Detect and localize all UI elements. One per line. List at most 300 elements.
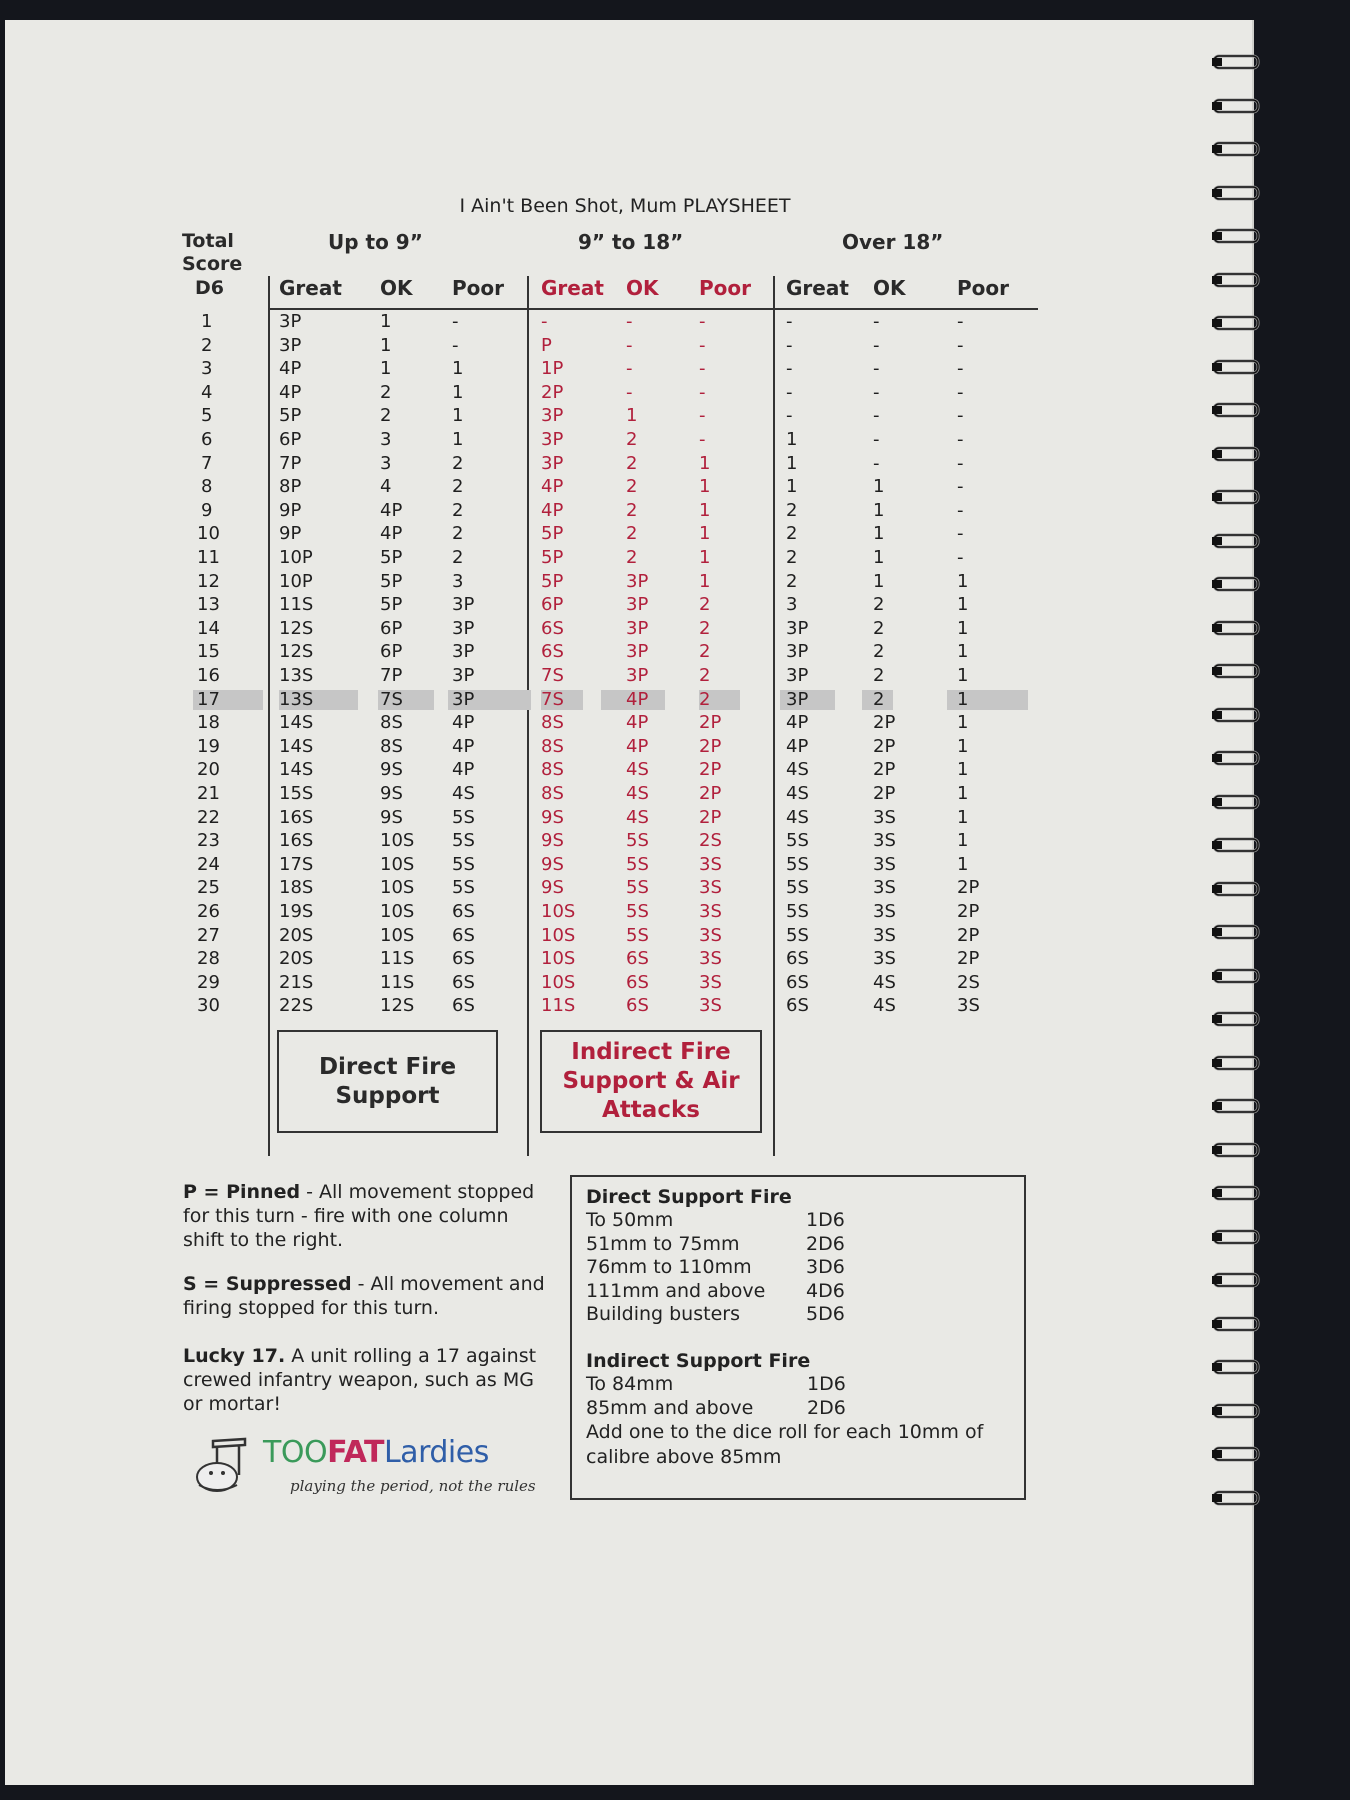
result-cell: 2P bbox=[873, 759, 896, 781]
result-cell: - bbox=[699, 381, 706, 403]
result-cell: 2 bbox=[786, 523, 798, 545]
result-cell: 5S bbox=[452, 830, 475, 852]
result-cell: - bbox=[699, 334, 706, 356]
result-cell: 5S bbox=[452, 806, 475, 828]
result-cell: - bbox=[873, 405, 880, 427]
score-cell: 19 bbox=[197, 735, 220, 757]
binding-coil bbox=[1212, 444, 1262, 466]
result-cell: 3 bbox=[380, 452, 392, 474]
binding-coil bbox=[1212, 487, 1262, 509]
result-cell: 6S bbox=[541, 617, 564, 639]
result-cell: 4P bbox=[626, 712, 649, 734]
score-cell: 22 bbox=[197, 806, 220, 828]
score-cell: 17 bbox=[197, 688, 220, 710]
score-cell: 6 bbox=[201, 429, 213, 450]
result-cell: 1 bbox=[957, 712, 969, 734]
result-cell: 3P bbox=[541, 429, 564, 450]
result-cell: 1 bbox=[786, 476, 798, 498]
result-cell: 6S bbox=[786, 971, 809, 993]
support-calibre: Building busters bbox=[586, 1303, 740, 1326]
result-cell: 2P bbox=[699, 735, 722, 757]
result-cell: 3S bbox=[957, 995, 980, 1017]
binding-coil bbox=[1212, 574, 1262, 596]
result-cell: 3 bbox=[786, 594, 798, 616]
result-cell: 2S bbox=[957, 971, 980, 993]
result-cell: 1 bbox=[452, 429, 464, 450]
header-range-mid: 9” to 18” bbox=[578, 230, 684, 254]
header-total: Total bbox=[182, 230, 234, 252]
result-cell: 2P bbox=[699, 712, 722, 734]
subheader-ok: OK bbox=[380, 276, 413, 300]
result-cell: 15S bbox=[279, 783, 314, 804]
result-cell: 4S bbox=[873, 971, 896, 993]
binding-coil bbox=[1212, 1227, 1262, 1249]
result-cell: 19S bbox=[279, 901, 314, 922]
binding-coil bbox=[1212, 661, 1262, 683]
result-cell: 1 bbox=[957, 853, 969, 875]
result-cell: 1 bbox=[699, 499, 711, 521]
result-cell: 6S bbox=[452, 901, 475, 922]
subheader-poor: Poor bbox=[452, 276, 505, 300]
result-cell: 3P bbox=[279, 311, 302, 332]
result-cell: 3P bbox=[541, 405, 564, 427]
result-cell: 1 bbox=[452, 381, 464, 403]
result-cell: 3P bbox=[626, 617, 649, 639]
result-cell: 5P bbox=[541, 523, 564, 545]
binding-coil bbox=[1212, 183, 1262, 205]
result-cell: 6S bbox=[452, 948, 475, 970]
result-cell: - bbox=[873, 381, 880, 403]
legend-pinned: P = Pinned - All movement stopped for this turn - fire with one column shift to the right. bbox=[183, 1181, 535, 1251]
result-cell: 11S bbox=[380, 971, 415, 993]
result-cell: 20S bbox=[279, 948, 314, 970]
result-cell: 21S bbox=[279, 971, 314, 993]
subheader-poor: Poor bbox=[957, 276, 1010, 300]
binding-coil bbox=[1212, 139, 1262, 161]
subheader-ok: OK bbox=[873, 276, 906, 300]
result-cell: 3S bbox=[873, 901, 896, 922]
result-cell: 6S bbox=[626, 995, 649, 1017]
result-cell: 4S bbox=[786, 759, 809, 781]
result-cell: - bbox=[957, 547, 964, 568]
result-cell: 7P bbox=[380, 665, 403, 686]
result-cell: 2 bbox=[626, 476, 638, 498]
result-cell: 8S bbox=[541, 759, 564, 781]
subheader-great: Great bbox=[786, 276, 849, 300]
score-cell: 16 bbox=[197, 665, 220, 686]
score-cell: 4 bbox=[201, 381, 213, 403]
result-cell: - bbox=[873, 358, 880, 380]
binding-coil bbox=[1212, 1096, 1262, 1118]
score-cell: 24 bbox=[197, 853, 220, 875]
binding-coil bbox=[1212, 270, 1262, 292]
result-cell: 2 bbox=[699, 665, 711, 686]
divider-mid bbox=[527, 276, 529, 1156]
header-d6: D6 bbox=[195, 277, 224, 299]
result-cell: 3S bbox=[873, 853, 896, 875]
result-cell: 17S bbox=[279, 853, 314, 875]
result-cell: - bbox=[957, 429, 964, 450]
result-cell: 6S bbox=[786, 948, 809, 970]
result-cell: 2 bbox=[873, 617, 885, 639]
too-fat-lardies-logo bbox=[193, 1435, 543, 1503]
result-cell: - bbox=[957, 476, 964, 498]
result-cell: - bbox=[873, 429, 880, 450]
result-cell: 6S bbox=[452, 924, 475, 946]
support-calibre: To 50mm bbox=[586, 1209, 674, 1231]
result-cell: 18S bbox=[279, 877, 314, 899]
result-cell: 4P bbox=[626, 735, 649, 757]
result-cell: 2 bbox=[699, 594, 711, 616]
result-cell: 1 bbox=[957, 617, 969, 639]
result-cell: 1 bbox=[786, 429, 798, 450]
result-cell: 1 bbox=[957, 641, 969, 663]
result-cell: 9S bbox=[380, 759, 403, 781]
result-cell: 4P bbox=[626, 688, 649, 710]
result-cell: 1 bbox=[873, 476, 885, 498]
result-cell: 9S bbox=[541, 806, 564, 828]
result-cell: 2 bbox=[699, 617, 711, 639]
result-cell: 1 bbox=[957, 665, 969, 686]
result-cell: 4P bbox=[279, 381, 302, 403]
result-cell: 4S bbox=[452, 783, 475, 804]
result-cell: - bbox=[873, 334, 880, 356]
score-cell: 13 bbox=[197, 594, 220, 616]
indirect-note-line-1: Add one to the dice roll for each 10mm of bbox=[586, 1421, 984, 1443]
result-cell: 1 bbox=[873, 499, 885, 521]
result-cell: 2 bbox=[873, 665, 885, 686]
result-cell: 2 bbox=[873, 688, 885, 710]
binding-coil bbox=[1212, 1444, 1262, 1466]
result-cell: 3P bbox=[279, 334, 302, 356]
result-cell: 11S bbox=[541, 995, 576, 1017]
result-cell: 3S bbox=[873, 806, 896, 828]
binding-coil bbox=[1212, 748, 1262, 770]
result-cell: 5S bbox=[626, 877, 649, 899]
result-cell: 5S bbox=[786, 901, 809, 922]
result-cell: 1 bbox=[957, 806, 969, 828]
result-cell: 1 bbox=[873, 523, 885, 545]
result-cell: 2 bbox=[626, 429, 638, 450]
result-cell: - bbox=[699, 429, 706, 450]
result-cell: 5P bbox=[380, 570, 403, 592]
result-cell: 2P bbox=[957, 924, 980, 946]
binding-coil bbox=[1212, 1357, 1262, 1379]
binding-coil bbox=[1212, 531, 1262, 553]
result-cell: 6P bbox=[541, 594, 564, 616]
result-cell: 2 bbox=[873, 641, 885, 663]
direct-support-title: Direct Support Fire bbox=[586, 1186, 792, 1208]
score-cell: 26 bbox=[197, 901, 220, 922]
score-cell: 18 bbox=[197, 712, 220, 734]
result-cell: 4S bbox=[626, 759, 649, 781]
result-cell: - bbox=[957, 311, 964, 332]
score-cell: 2 bbox=[201, 334, 213, 356]
result-cell: 4P bbox=[541, 476, 564, 498]
support-dice: 5D6 bbox=[806, 1303, 845, 1326]
result-cell: - bbox=[873, 311, 880, 332]
result-cell: 4P bbox=[786, 735, 809, 757]
support-dice: 2D6 bbox=[807, 1396, 846, 1419]
result-cell: 13S bbox=[279, 665, 314, 686]
result-cell: 2P bbox=[541, 381, 564, 403]
result-cell: - bbox=[957, 358, 964, 380]
result-cell: 1 bbox=[786, 452, 798, 474]
binding-coil bbox=[1212, 313, 1262, 335]
result-cell: 3S bbox=[873, 948, 896, 970]
score-cell: 27 bbox=[197, 924, 220, 946]
result-cell: 14S bbox=[279, 735, 314, 757]
indirect-support-title: Indirect Support Fire bbox=[586, 1350, 811, 1372]
header-range-short: Up to 9” bbox=[328, 230, 423, 254]
result-cell: 1 bbox=[380, 358, 392, 380]
result-cell: 5P bbox=[541, 547, 564, 568]
result-cell: 11S bbox=[380, 948, 415, 970]
result-cell: 4P bbox=[380, 499, 403, 521]
result-cell: - bbox=[786, 381, 793, 403]
result-cell: 3P bbox=[786, 641, 809, 663]
result-cell: 1 bbox=[452, 405, 464, 427]
result-cell: 4 bbox=[380, 476, 392, 498]
result-cell: 3 bbox=[380, 429, 392, 450]
result-cell: 3P bbox=[452, 617, 475, 639]
result-cell: 2P bbox=[699, 783, 722, 804]
result-cell: 3S bbox=[699, 971, 722, 993]
result-cell: 22S bbox=[279, 995, 314, 1017]
support-dice: 1D6 bbox=[807, 1373, 846, 1395]
result-cell: - bbox=[957, 523, 964, 545]
result-cell: 5P bbox=[380, 547, 403, 568]
result-cell: 2 bbox=[699, 688, 711, 710]
binding-coil bbox=[1212, 879, 1262, 901]
result-cell: 7P bbox=[279, 452, 302, 474]
result-cell: 4S bbox=[626, 806, 649, 828]
result-cell: 6S bbox=[541, 641, 564, 663]
result-cell: 4P bbox=[279, 358, 302, 380]
support-dice: 4D6 bbox=[806, 1279, 845, 1302]
result-cell: 4P bbox=[452, 735, 475, 757]
result-cell: - bbox=[699, 358, 706, 380]
indirect-fire-support-box: Indirect Fire Support & Air Attacks bbox=[540, 1030, 762, 1133]
legend-suppressed: S = Suppressed - All movement and firing stopped for this turn. bbox=[183, 1273, 545, 1319]
support-dice: 1D6 bbox=[806, 1209, 845, 1231]
result-cell: 2 bbox=[452, 547, 464, 568]
binding-coil bbox=[1212, 1488, 1262, 1510]
binding-coil bbox=[1212, 1009, 1262, 1031]
support-calibre: 111mm and above bbox=[586, 1279, 766, 1302]
binding-coil bbox=[1212, 1401, 1262, 1423]
result-cell: - bbox=[626, 334, 633, 356]
legend-lucky-17: Lucky 17. A unit rolling a 17 against crewed infantry weapon, such as MG or mortar! bbox=[183, 1345, 537, 1415]
result-cell: 2P bbox=[873, 783, 896, 804]
result-cell: 10S bbox=[541, 924, 576, 946]
result-cell: 2P bbox=[957, 948, 980, 970]
result-cell: 16S bbox=[279, 830, 314, 852]
score-cell: 12 bbox=[197, 570, 220, 592]
result-cell: 5S bbox=[786, 924, 809, 946]
result-cell: 1 bbox=[957, 594, 969, 616]
score-cell: 1 bbox=[201, 311, 213, 332]
result-cell: - bbox=[541, 311, 548, 332]
result-cell: 8S bbox=[541, 712, 564, 734]
result-cell: 20S bbox=[279, 924, 314, 946]
result-cell: 10S bbox=[541, 901, 576, 922]
binding-coil bbox=[1212, 922, 1262, 944]
result-cell: 13S bbox=[279, 688, 314, 710]
result-cell: 3S bbox=[699, 901, 722, 922]
result-cell: 8S bbox=[541, 783, 564, 804]
binding-coil bbox=[1212, 1053, 1262, 1075]
result-cell: 10S bbox=[380, 901, 415, 922]
result-cell: - bbox=[699, 311, 706, 332]
result-cell: 9S bbox=[541, 853, 564, 875]
binding-coil bbox=[1212, 1183, 1262, 1205]
result-cell: 2 bbox=[626, 547, 638, 568]
result-cell: 5P bbox=[380, 594, 403, 616]
result-cell: 1 bbox=[957, 570, 969, 592]
subheader-great: Great bbox=[541, 276, 604, 300]
result-cell: 14S bbox=[279, 759, 314, 781]
result-cell: 10S bbox=[541, 948, 576, 970]
result-cell: - bbox=[626, 381, 633, 403]
result-cell: 2 bbox=[699, 641, 711, 663]
subheader-ok: OK bbox=[626, 276, 659, 300]
result-cell: 3S bbox=[873, 924, 896, 946]
result-cell: 2 bbox=[452, 452, 464, 474]
direct-fire-support-box: Direct Fire Support bbox=[277, 1030, 498, 1133]
result-cell: 5S bbox=[626, 830, 649, 852]
binding-coil bbox=[1212, 1270, 1262, 1292]
score-cell: 15 bbox=[197, 641, 220, 663]
result-cell: 3P bbox=[452, 688, 475, 710]
result-cell: 1 bbox=[957, 830, 969, 852]
score-cell: 25 bbox=[197, 877, 220, 899]
result-cell: - bbox=[786, 405, 793, 427]
result-cell: - bbox=[626, 358, 633, 380]
result-cell: 4S bbox=[626, 783, 649, 804]
result-cell: - bbox=[786, 334, 793, 356]
result-cell: 9S bbox=[380, 783, 403, 804]
support-dice: 2D6 bbox=[806, 1232, 845, 1255]
divider-long bbox=[773, 276, 775, 1156]
result-cell: 6P bbox=[279, 429, 302, 450]
result-cell: 5P bbox=[541, 570, 564, 592]
result-cell: 10P bbox=[279, 547, 313, 568]
result-cell: 4P bbox=[452, 759, 475, 781]
result-cell: 3S bbox=[699, 853, 722, 875]
result-cell: 3P bbox=[786, 617, 809, 639]
result-cell: 6S bbox=[786, 995, 809, 1017]
result-cell: - bbox=[957, 405, 964, 427]
result-cell: 4S bbox=[873, 995, 896, 1017]
support-calibre: 85mm and above bbox=[586, 1396, 754, 1419]
result-cell: - bbox=[873, 452, 880, 474]
result-cell: 1 bbox=[699, 547, 711, 568]
result-cell: 2 bbox=[452, 476, 464, 498]
result-cell: 7S bbox=[380, 688, 403, 710]
result-cell: 9S bbox=[380, 806, 403, 828]
result-cell: 3S bbox=[873, 830, 896, 852]
binding-coil bbox=[1212, 52, 1262, 74]
result-cell: - bbox=[452, 311, 459, 332]
result-cell: 5S bbox=[786, 877, 809, 899]
result-cell: 2P bbox=[873, 735, 896, 757]
result-cell: 6P bbox=[380, 617, 403, 639]
result-cell: 8S bbox=[380, 712, 403, 734]
result-cell: 1 bbox=[699, 570, 711, 592]
result-cell: 2 bbox=[380, 381, 392, 403]
score-cell: 9 bbox=[201, 499, 213, 521]
result-cell: 1P bbox=[541, 358, 564, 380]
result-cell: 1 bbox=[380, 334, 392, 356]
result-cell: 6S bbox=[626, 971, 649, 993]
result-cell: 1 bbox=[380, 311, 392, 332]
binding-coil bbox=[1212, 96, 1262, 118]
result-cell: 1 bbox=[626, 405, 638, 427]
result-cell: P bbox=[541, 334, 552, 356]
subheader-great: Great bbox=[279, 276, 342, 300]
score-cell: 20 bbox=[197, 759, 220, 781]
binding-coil bbox=[1212, 618, 1262, 640]
result-cell: 5S bbox=[452, 853, 475, 875]
result-cell: 3P bbox=[452, 641, 475, 663]
result-cell: 6S bbox=[452, 971, 475, 993]
result-cell: 10S bbox=[380, 830, 415, 852]
result-cell: 2P bbox=[699, 759, 722, 781]
score-cell: 21 bbox=[197, 783, 220, 804]
result-cell: 3S bbox=[873, 877, 896, 899]
page-title: I Ain't Been Shot, Mum PLAYSHEET bbox=[459, 195, 791, 217]
binding-coil bbox=[1212, 705, 1262, 727]
result-cell: 2 bbox=[452, 499, 464, 521]
result-cell: 9S bbox=[541, 877, 564, 899]
result-cell: 6S bbox=[452, 995, 475, 1017]
result-cell: 8S bbox=[380, 735, 403, 757]
result-cell: 3P bbox=[452, 594, 475, 616]
score-cell: 8 bbox=[201, 476, 213, 498]
result-cell: - bbox=[957, 334, 964, 356]
lardie-mascot-icon bbox=[193, 1435, 259, 1495]
result-cell: 2P bbox=[957, 877, 980, 899]
result-cell: - bbox=[786, 358, 793, 380]
result-cell: 5S bbox=[626, 901, 649, 922]
support-calibre: 76mm to 110mm bbox=[586, 1256, 752, 1279]
subheader-poor: Poor bbox=[699, 276, 752, 300]
result-cell: 12S bbox=[279, 641, 314, 663]
result-cell: 3 bbox=[452, 570, 464, 592]
result-cell: 5S bbox=[452, 877, 475, 899]
result-cell: 9P bbox=[279, 523, 302, 545]
result-cell: 1 bbox=[699, 523, 711, 545]
score-cell: 7 bbox=[201, 452, 213, 474]
binding-coil bbox=[1212, 357, 1262, 379]
result-cell: 2 bbox=[626, 523, 638, 545]
result-cell: 1 bbox=[957, 759, 969, 781]
score-cell: 14 bbox=[197, 617, 220, 639]
result-cell: 2 bbox=[873, 594, 885, 616]
result-cell: 12S bbox=[380, 995, 415, 1017]
binding-coil bbox=[1212, 966, 1262, 988]
result-cell: - bbox=[626, 311, 633, 332]
result-cell: 10S bbox=[380, 853, 415, 875]
result-cell: 1 bbox=[957, 783, 969, 804]
result-cell: - bbox=[957, 452, 964, 474]
result-cell: 3P bbox=[786, 688, 809, 710]
support-calibre: 51mm to 75mm bbox=[586, 1232, 740, 1255]
result-cell: 5S bbox=[626, 853, 649, 875]
result-cell: - bbox=[699, 405, 706, 427]
result-cell: 1 bbox=[957, 688, 969, 710]
